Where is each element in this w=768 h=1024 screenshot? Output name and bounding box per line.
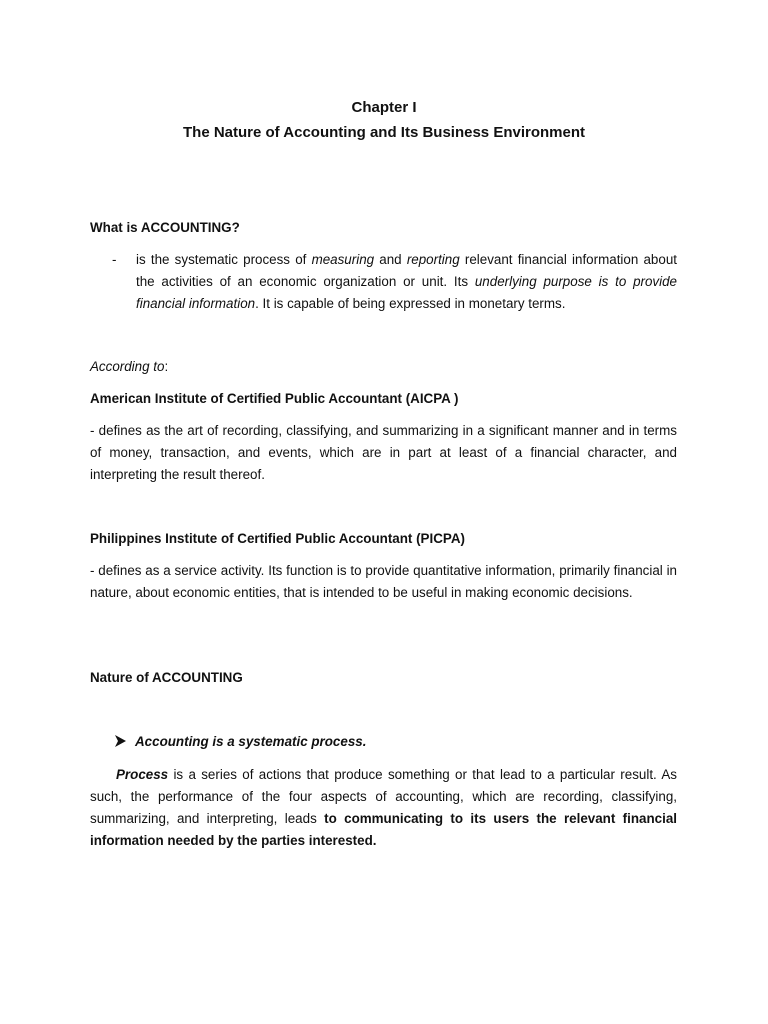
aicpa-heading: American Institute of Certified Public Accountant (AICPA ) xyxy=(90,391,459,406)
according-to-label: According to: xyxy=(90,359,169,374)
bullet-dash: - xyxy=(112,252,117,267)
nature-point xyxy=(90,731,677,753)
chapter-title: The Nature of Accounting and Its Business Environment xyxy=(183,124,585,141)
picpa-heading: Philippines Institute of Certified Public Accountant (PICPA) xyxy=(90,531,465,546)
picpa-definition: - defines as a service activity. Its function is to provide quantitative information, primarily financial in nature, about economic entities, that is intended to be useful in making economic decisions. xyxy=(90,563,677,600)
process-paragraph: Process is a series of actions that produce something or that lead to a particular result. As such, the performance of the four aspects of accounting, which are recording, classifying, summarizing, and interpreting, leads to communicating to its users the relevant financial information needed by the parties interested. xyxy=(90,767,677,848)
chapter-header xyxy=(0,95,768,145)
what-is-heading: What is ACCOUNTING? xyxy=(90,220,240,235)
arrowhead-bullet-icon xyxy=(90,731,135,753)
aicpa-definition: - defines as the art of recording, classifying, and summarizing in a significant manner and in terms of money, transaction, and events, which are in part at least of a financial character, and interpreting the result thereof. xyxy=(90,423,677,482)
chapter-label: Chapter I xyxy=(351,99,417,116)
definition-text: is the systematic process of measuring and reporting relevant financial information about the activities of an economic organization or unit. Its underlying purpose is to provide financial information. It is capable of being expressed in monetary terms. xyxy=(136,252,677,311)
nature-point-text: Accounting is a systematic process. xyxy=(135,734,367,749)
definition-bullet xyxy=(90,249,677,315)
nature-heading: Nature of ACCOUNTING xyxy=(90,670,243,685)
